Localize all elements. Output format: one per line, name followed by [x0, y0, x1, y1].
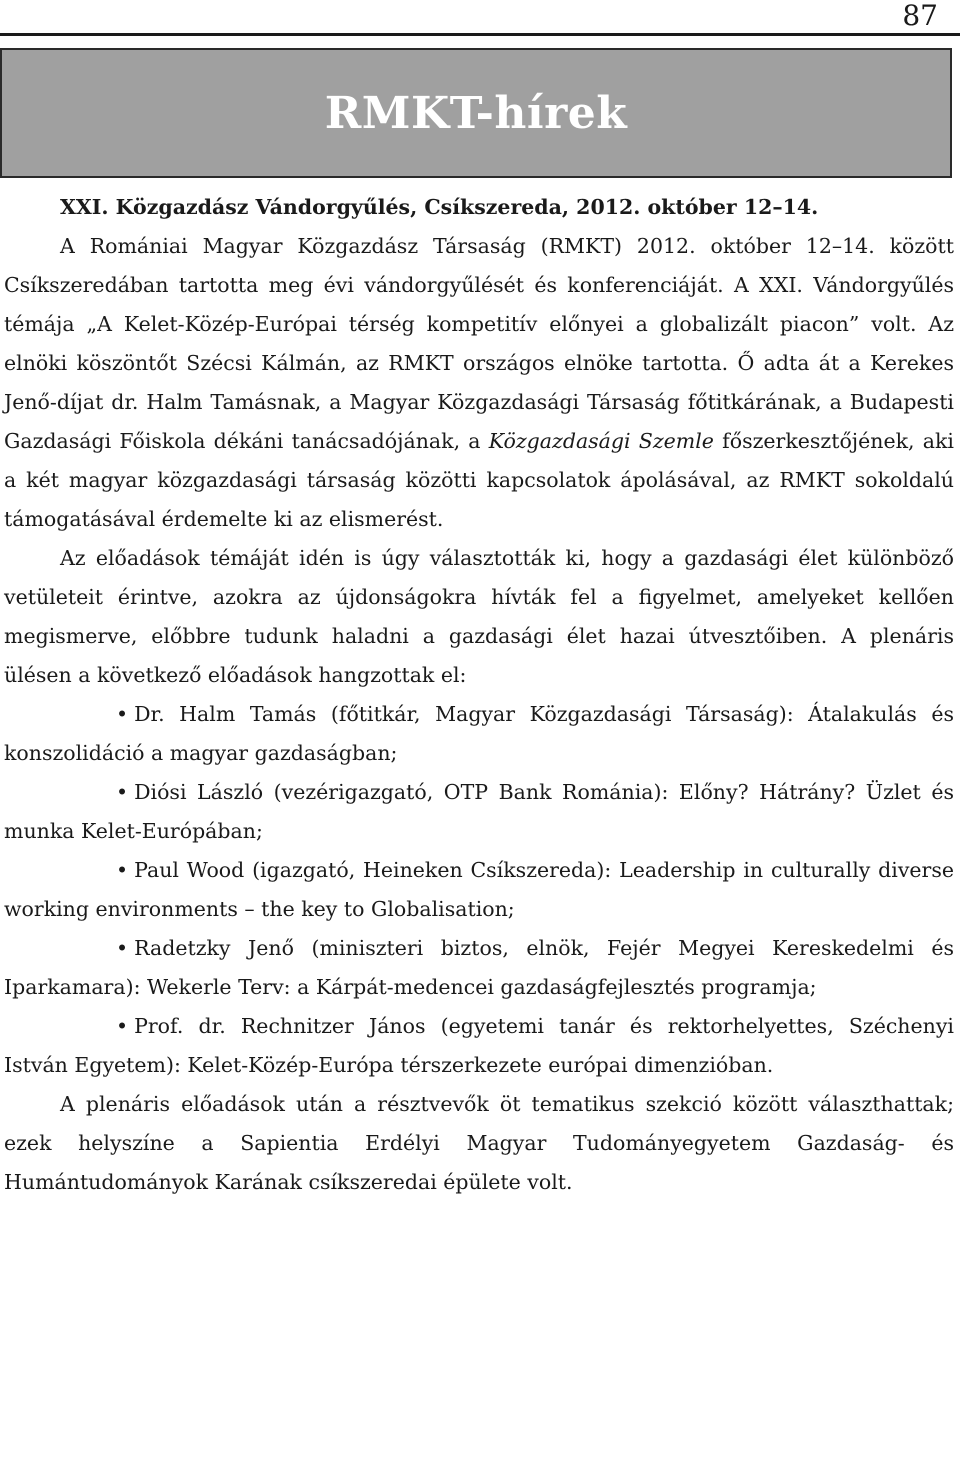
bullet-text: Prof. dr. Rechnitzer János (egyetemi tanár és rektorhelyettes, Széchenyi István Egyetem): Kelet-Közép-Európa térszerkezete európai dimenzióban. [4, 1014, 954, 1077]
bullet-icon: • [116, 702, 129, 726]
bullet-text: Diósi László (vezérigazgató, OTP Bank Románia): Előny? Hátrány? Üzlet és munka Kelet-Európában; [4, 780, 954, 843]
bullet-item [4, 1007, 954, 1085]
article-body [4, 188, 954, 1202]
paragraph-1-text-b: főszerkesztőjének, aki a két magyar közgazdasági társaság közötti kapcsolatok ápolásával, az RMKT sokoldalú támogatásával érdemelte ki az elismerést. [4, 429, 954, 531]
bullet-item [4, 695, 954, 773]
bullet-icon: • [116, 1014, 129, 1038]
bullet-icon: • [116, 858, 129, 882]
paragraph-2: Az előadások témáját idén is úgy választották ki, hogy a gazdasági élet különböző vetületeit érintve, azokra az újdonságokra hívták fel a figyelmet, amelyeket kellően megismerve, előbbre tudunk haladni a gazdasági élet hazai útvesztőiben. A plenáris ülésen a következő előadások hangzottak el: [4, 546, 954, 687]
paragraph-3: A plenáris előadások után a résztvevők öt tematikus szekció között választhattak; ezek helyszíne a Sapientia Erdélyi Magyar Tudományegyetem Gazdaság- és Humántudományok Karának csíkszeredai épülete volt. [4, 1092, 954, 1194]
bullet-text: Dr. Halm Tamás (főtitkár, Magyar Közgazdasági Társaság): Átalakulás és konszolidáció a magyar gazdaságban; [4, 702, 954, 765]
bullet-item [4, 851, 954, 929]
bullet-text: Paul Wood (igazgató, Heineken Csíkszereda): Leadership in culturally diverse working environments – the key to Globalisation; [4, 858, 954, 921]
section-title: RMKT-hírek [324, 87, 628, 139]
paragraph-1-text-a: A Romániai Magyar Közgazdász Társaság (RMKT) 2012. október 12–14. között Csíkszeredában tartotta meg évi vándorgyűlését és konferenciáját. A XXI. Vándorgyűlés témája „A Kelet-Közép-Európai térség kompetitív előnyei a globalizált piacon” volt. Az elnöki köszöntőt Szécsi Kálmán, az RMKT országos elnöke tartotta. Ő adta át a Kerekes Jenő-díjat dr. Halm Tamásnak, a Magyar Közgazdasági Társaság főtitkárának, a Budapesti Gazdasági Főiskola dékáni tanácsadójának, a [4, 234, 954, 453]
section-banner [0, 48, 952, 178]
bullet-icon: • [116, 780, 129, 804]
paragraph-1 [4, 227, 954, 539]
bullet-text: Radetzky Jenő (miniszteri biztos, elnök, Fejér Megyei Kereskedelmi és Iparkamara): Wekerle Terv: a Kárpát-medencei gazdaságfejlesztés programja; [4, 936, 954, 999]
journal-title: Közgazdasági Szemle [488, 429, 714, 453]
bullet-item [4, 929, 954, 1007]
bullet-item [4, 773, 954, 851]
page-number: 87 [902, 0, 938, 32]
header-rule [0, 33, 960, 36]
article-heading: XXI. Közgazdász Vándorgyűlés, Csíkszereda, 2012. október 12–14. [60, 195, 819, 219]
bullet-icon: • [116, 936, 129, 960]
